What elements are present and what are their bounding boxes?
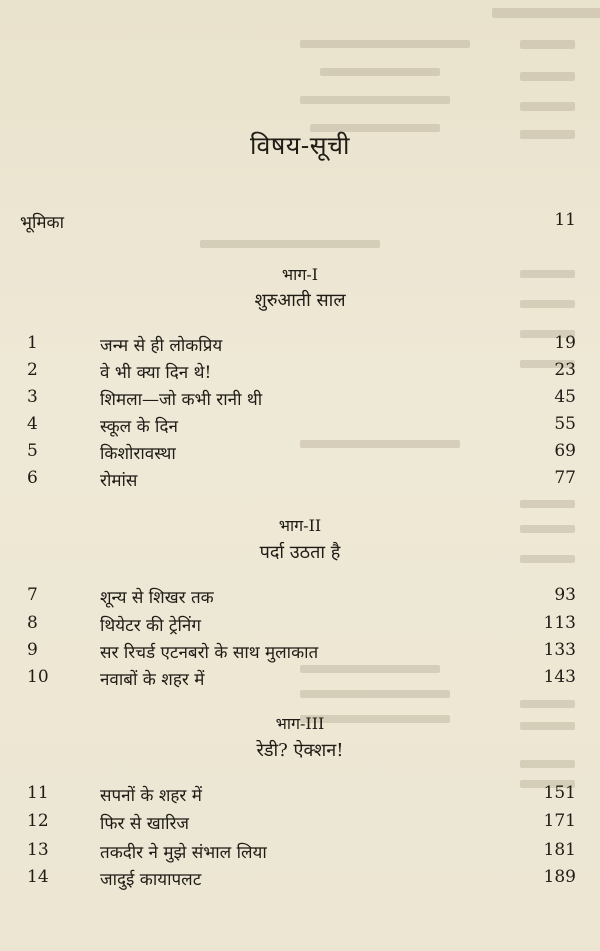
chapter-title: स्कूल के दिन [100,417,178,437]
toc-row [0,414,600,440]
chapter-number: 6 [27,468,38,488]
chapter-number: 9 [27,640,38,660]
chapter-page: 189 [543,867,576,887]
chapter-page: 45 [554,387,576,407]
chapter-page: 77 [554,468,576,488]
chapter-title: रोमांस [100,471,138,491]
chapter-number: 4 [27,414,38,434]
chapter-number: 12 [27,811,49,831]
part-3-label: भाग-III [275,714,325,733]
chapter-title: किशोरावस्था [100,444,176,464]
toc-row [0,640,600,666]
chapter-page: 69 [554,441,576,461]
chapter-number: 8 [27,613,38,633]
toc-row [0,840,600,866]
toc-row [0,783,600,809]
chapter-page: 181 [543,840,576,860]
chapter-title: थियेटर की ट्रेनिंग [100,616,201,636]
toc-row [0,333,600,359]
part-1-label: भाग-I [281,265,319,284]
chapter-page: 133 [543,640,576,660]
chapter-page: 19 [554,333,576,353]
chapter-title: जन्म से ही लोकप्रिय [100,336,223,356]
chapter-title: नवाबों के शहर में [100,670,205,690]
toc-row [0,867,600,893]
chapter-title: सर रिचर्ड एटनबरो के साथ मुलाकात [100,643,319,663]
toc-row [0,360,600,386]
toc-title: विषय-सूची [249,131,351,160]
toc-row [0,667,600,693]
chapter-number: 14 [27,867,49,887]
chapter-number: 2 [27,360,38,380]
chapter-number: 13 [27,840,49,860]
chapter-number: 11 [27,783,49,803]
chapter-title: तकदीर ने मुझे संभाल लिया [100,843,267,863]
chapter-title: फिर से खारिज [100,814,190,834]
chapter-number: 3 [27,387,38,407]
toc-row [0,387,600,413]
part-2-label: भाग-II [278,516,322,535]
toc-row [0,585,600,611]
chapter-title: जादुई कायापलट [100,870,202,890]
part-3-title: रेडी? ऐक्शन! [256,740,344,761]
chapter-title: सपनों के शहर में [100,786,202,806]
toc-row [0,441,600,467]
part-2-title: पर्दा उठता है [259,542,341,563]
chapter-page: 143 [543,667,576,687]
chapter-number: 10 [27,667,49,687]
chapter-page: 113 [543,613,576,633]
chapter-title: शून्य से शिखर तक [100,588,214,608]
chapter-page: 93 [554,585,576,605]
chapter-title: शिमला—जो कभी रानी थी [100,390,263,410]
chapter-number: 7 [27,585,38,605]
part-1-title: शुरुआती साल [254,290,346,311]
chapter-title: वे भी क्या दिन थे! [100,363,212,383]
chapter-page: 23 [554,360,576,380]
chapter-number: 1 [27,333,38,353]
chapter-page: 151 [543,783,576,803]
toc-row [0,468,600,494]
chapter-page: 171 [543,811,576,831]
toc-intro-page: 11 [554,210,576,230]
chapter-number: 5 [27,441,38,461]
toc-row [0,613,600,639]
toc-intro-label: भूमिका [20,213,64,233]
toc-row [0,811,600,837]
chapter-page: 55 [554,414,576,434]
